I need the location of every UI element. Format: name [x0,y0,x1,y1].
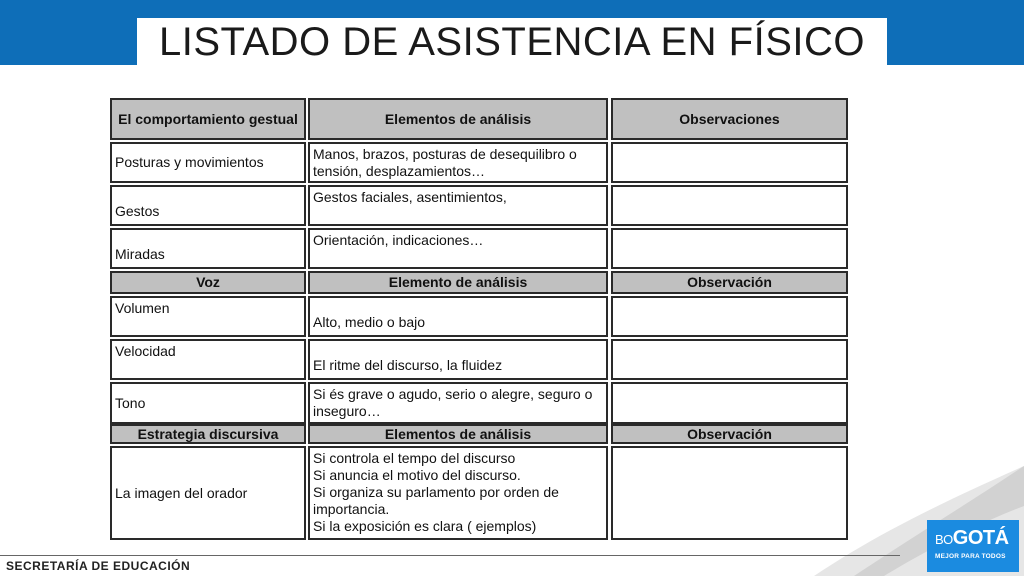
analysis-line: Si controla el tempo del discurso [313,450,516,466]
row-label-volumen: Volumen [110,296,306,337]
row-label-imagen-orador: La imagen del orador [110,446,306,540]
row-obs-volumen[interactable] [611,296,848,337]
logo-wordmark [935,528,1013,550]
title-container [0,0,1024,65]
header-elemento-analisis: Elemento de análisis [308,271,608,294]
attendance-table [108,96,850,540]
row-obs-miradas[interactable] [611,228,848,269]
row-label-tono: Tono [110,382,306,424]
row-label-velocidad: Velocidad [110,339,306,380]
row-analysis-tono: Si és grave o agudo, serio o alegre, seguro o inseguro… [308,382,608,424]
header-voz: Voz [110,271,306,294]
row-analysis-gestos: Gestos faciales, asentimientos, [308,185,608,226]
header-observaciones: Observaciones [611,98,848,140]
row-analysis-miradas: Orientación, indicaciones… [308,228,608,269]
analysis-line: Si la exposición es clara ( ejemplos) [313,518,537,534]
bogota-logo [927,520,1019,572]
row-analysis-imagen-orador [308,446,608,540]
logo-tagline: MEJOR PARA TODOS [935,553,1006,560]
row-obs-posturas[interactable] [611,142,848,183]
header-observacion-3: Observación [611,424,848,444]
row-obs-gestos[interactable] [611,185,848,226]
analysis-line: Si anuncia el motivo del discurso. [313,467,521,483]
header-estrategia-discursiva: Estrategia discursiva [110,424,306,444]
header-comportamiento-gestual: El comportamiento gestual [110,98,306,140]
analysis-line: Si organiza su parlamento por orden de importancia. [313,484,559,517]
header-elementos-analisis-3: Elementos de análisis [308,424,608,444]
header-elementos-analisis: Elementos de análisis [308,98,608,140]
row-analysis-velocidad: El ritme del discurso, la fluidez [308,339,608,380]
row-analysis-posturas: Manos, brazos, posturas de desequilibro o tensión, desplazamientos… [308,142,608,183]
logo-main-text: GOTÁ [952,527,1009,549]
row-obs-tono[interactable] [611,382,848,424]
slide-title: LISTADO DE ASISTENCIA EN FÍSICO [137,18,887,66]
logo-prefix: BO [935,532,953,547]
footer-secretaria: SECRETARÍA DE EDUCACIÓN [6,559,191,573]
row-label-miradas: Miradas [110,228,306,269]
row-obs-velocidad[interactable] [611,339,848,380]
row-label-posturas: Posturas y movimientos [110,142,306,183]
row-analysis-volumen: Alto, medio o bajo [308,296,608,337]
row-label-gestos: Gestos [110,185,306,226]
header-observacion: Observación [611,271,848,294]
footer-divider [0,555,900,556]
